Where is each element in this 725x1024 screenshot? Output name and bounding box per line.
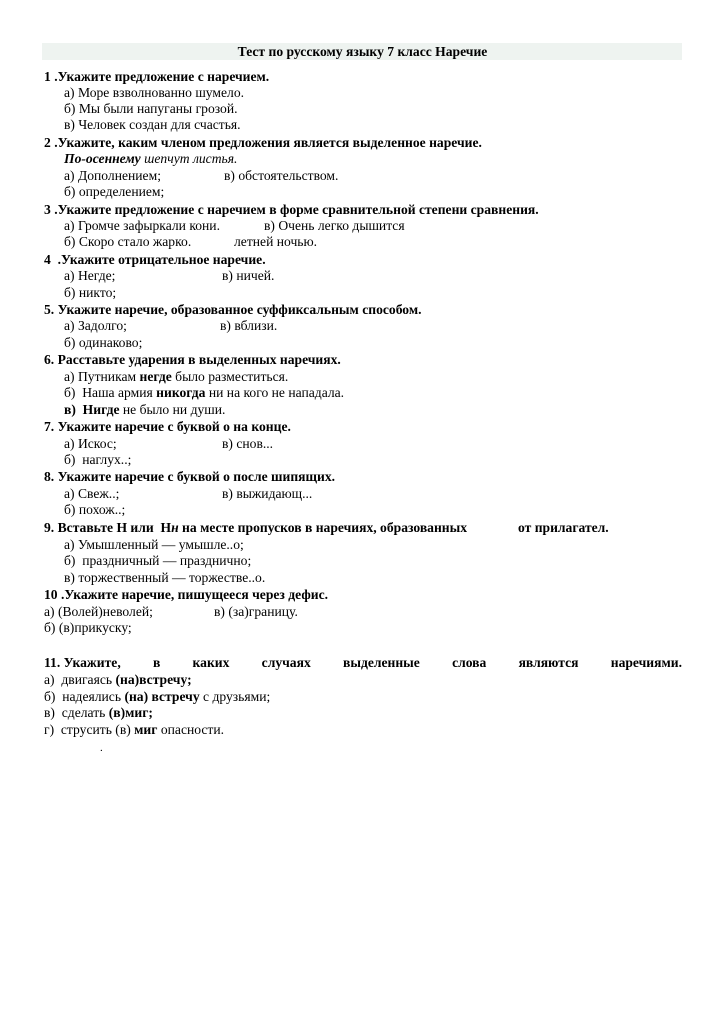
question-11-c-word: (в)миг;	[108, 705, 153, 720]
question-2-example	[64, 151, 237, 167]
question-4-option-b: б) никто;	[64, 285, 117, 300]
question-11-b-word: (на) встречу	[124, 689, 200, 704]
question-6-a-rest: было разместиться.	[171, 369, 289, 384]
question-6-c-adverb: в) Нигде	[64, 402, 120, 417]
question-2-example-adverb: По-осеннему	[64, 151, 141, 166]
question-6-b-adverb: никогда	[156, 385, 206, 400]
question-6-option-b	[64, 385, 344, 401]
stray-dot: .	[100, 742, 103, 754]
question-5-heading: 5. Укажите наречие, образованное суффиксальным способом.	[44, 302, 422, 317]
question-3-option-b-tail: летней ночью.	[234, 234, 318, 249]
question-11-c-text: в) сделать	[44, 705, 109, 720]
question-6-b-text: б) Наша армия	[64, 385, 157, 400]
question-6-a-text: а) Путникам	[64, 369, 140, 384]
question-11-d-rest: опасности.	[157, 722, 225, 737]
question-11-option-a	[44, 672, 192, 688]
question-7-heading: 7. Укажите наречие с буквой о на конце.	[44, 419, 291, 434]
question-6-c-rest: не было ни души.	[119, 402, 226, 417]
question-11-b-text: б) надеялись	[44, 689, 125, 704]
question-9-option-c: в) торжественный — торжестве..о.	[64, 570, 266, 585]
question-3-option-a: а) Громче зафыркали кони.	[64, 218, 220, 233]
page-title: Тест по русскому языку 7 класс Наречие	[237, 44, 488, 59]
question-11-a-text: а) двигаясь	[44, 672, 116, 687]
question-2-option-b: б) определением;	[64, 184, 165, 199]
question-2-example-rest: шепчут листья.	[140, 151, 238, 166]
question-7-option-b: б) наглух..;	[64, 452, 132, 467]
question-11-word: выделенные	[342, 655, 420, 670]
question-11-word: слова	[452, 655, 487, 670]
question-11-option-c	[44, 705, 153, 721]
question-3-option-b: б) Скоро стало жарко.	[64, 234, 192, 249]
question-6-b-rest: ни на кого не нападала.	[205, 385, 345, 400]
question-9-heading	[44, 520, 467, 536]
question-4-heading: 4 .Укажите отрицательное наречие.	[44, 252, 266, 267]
question-3-option-c: в) Очень легко дышится	[264, 218, 405, 233]
question-11-word: являются	[518, 655, 579, 670]
question-1-heading: 1 .Укажите предложение с наречием.	[44, 69, 270, 84]
question-10-heading: 10 .Укажите наречие, пишущееся через дефис.	[44, 587, 329, 602]
question-9-heading-end: от прилагател.	[518, 520, 609, 535]
question-6-a-adverb: негде	[139, 369, 172, 384]
question-5-option-c: в) вблизи.	[220, 318, 278, 333]
question-6-heading: 6. Расставьте ударения в выделенных наречиях.	[44, 352, 341, 367]
question-1-option-a: а) Море взволнованно шумело.	[64, 85, 245, 100]
question-11-heading	[44, 655, 682, 671]
question-11-b-rest: с друзьями;	[199, 689, 271, 704]
question-9-heading-start: 9. Вставьте Н или Н	[44, 520, 172, 535]
question-9-heading-mid: на месте пропусков в наречиях, образованных	[178, 520, 468, 535]
question-1-option-b: б) Мы были напуганы грозой.	[64, 101, 238, 116]
question-10-option-c: в) (за)границу.	[214, 604, 298, 619]
question-2-option-c: в) обстоятельством.	[224, 168, 339, 183]
question-4-option-a: а) Негде;	[64, 268, 116, 283]
question-5-option-b: б) одинаково;	[64, 335, 143, 350]
question-9-option-a: а) Умышленный — умышле..о;	[64, 537, 244, 552]
question-11-word: каких	[192, 655, 230, 670]
question-11-option-d	[44, 722, 224, 738]
question-8-option-c: в) выжидающ...	[222, 486, 313, 501]
question-11-word: наречиями.	[610, 655, 682, 670]
question-2-heading: 2 .Укажите, каким членом предложения является выделенное наречие.	[44, 135, 482, 150]
question-11-word: в	[152, 655, 161, 670]
question-6-option-a	[64, 369, 288, 385]
question-2-option-a: а) Дополнением;	[64, 168, 161, 183]
question-11-d-text: г) струсить (в)	[44, 722, 135, 737]
question-8-option-a: а) Свеж..;	[64, 486, 120, 501]
question-11-word: 11. Укажите,	[44, 655, 121, 670]
question-8-heading: 8. Укажите наречие с буквой о после шипящих.	[44, 469, 336, 484]
question-4-option-c: в) ничей.	[222, 268, 275, 283]
question-7-option-c: в) снов...	[222, 436, 274, 451]
question-11-a-word: (на)встречу;	[115, 672, 192, 687]
question-1-option-c: в) Человек создан для счастья.	[64, 117, 241, 132]
question-11-d-word: миг	[134, 722, 158, 737]
question-5-option-a: а) Задолго;	[64, 318, 127, 333]
question-11-option-b	[44, 689, 270, 705]
question-6-option-c	[64, 402, 225, 418]
question-9-heading-italic: н	[171, 520, 179, 535]
question-11-word: случаях	[261, 655, 311, 670]
question-10-option-b: б) (в)прикуску;	[44, 620, 132, 635]
question-3-heading: 3 .Укажите предложение с наречием в форме сравнительной степени сравнения.	[44, 202, 539, 217]
question-8-option-b: б) похож..;	[64, 502, 126, 517]
question-7-option-a: а) Искос;	[64, 436, 117, 451]
question-9-option-b: б) праздничный — празднично;	[64, 553, 252, 568]
question-10-option-a: а) (Волей)неволей;	[44, 604, 153, 619]
